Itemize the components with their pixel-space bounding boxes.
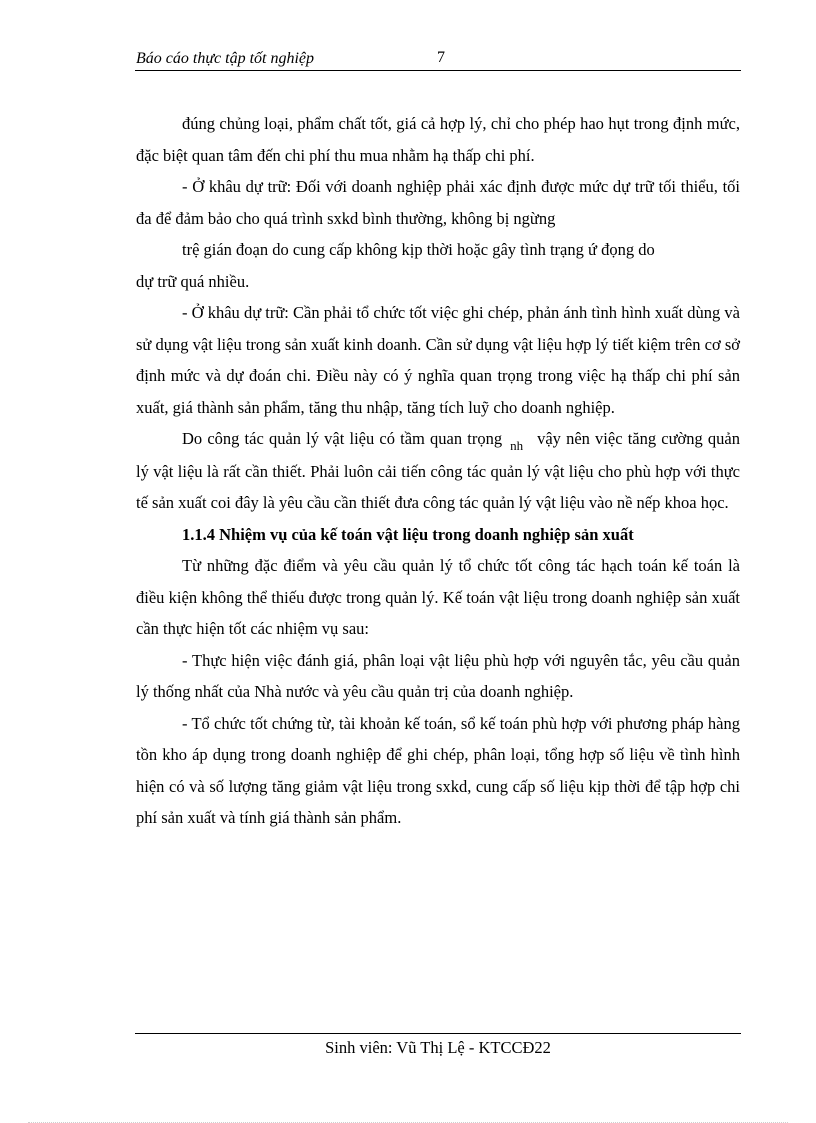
page-header [135,48,741,71]
paragraph: - Tổ chức tốt chứng từ, tài khoản kế toán, sổ kế toán phù hợp với phương pháp hàng tồn kho áp dụng trong doanh nghiệp để ghi chép, phân loại, tổng hợp số liệu về tình hình hiện có và số lượng tăng giảm vật liệu trong sxkd, cung cấp số liệu kịp thời để tập hợp chi phí sản xuất và tính giá thành sản phẩm. [136,713,740,827]
paragraph-text: vậy nên việc tăng cường quản lý vật liệu là rất cần thiết. Phải luôn cải tiến công tác quản lý vật liệu cho phù hợp với thực tế sản xuất coi đây là yêu cầu cần thiết đưa công tác quản lý vật liệu vào nề nếp khoa học. [136,429,740,512]
paragraph-text: Do công tác quản lý vật liệu có tầm quan trọng [182,429,503,448]
header-title: Báo cáo thực tập tốt nghiệp [136,50,315,67]
section-heading: 1.1.4 Nhiệm vụ của kế toán vật liệu trong doanh nghiệp sản xuất [182,524,634,544]
paragraph: - Ở khâu dự trữ: Cần phải tổ chức tốt việc ghi chép, phản ánh tình hình xuất dùng và sử dụng vật liệu trong sản xuất kinh doanh. Cần sử dụng vật liệu hợp lý tiết kiệm trên cơ sở định mức và dự đoán chi. Điều này có ý nghĩa quan trọng trong việc hạ thấp chi phí sản xuất, giá thành sản phẩm, tăng thu nhập, tăng tích luỹ cho doanh nghiệp. [136,303,740,417]
footer-divider [135,1033,741,1034]
page-number: 7 [437,49,445,66]
subscript-fragment: nh [510,438,524,453]
paragraph [136,423,740,519]
paragraph: - Ở khâu dự trữ: Đối với doanh nghiệp phải xác định được mức dự trữ tối thiểu, tối đa để đảm bảo cho quá trình sxkd bình thường, không bị ngừng [136,177,740,228]
paragraph: Từ những đặc điểm và yêu cầu quản lý tổ chức tốt công tác hạch toán kế toán là điều kiện không thể thiếu được trong quản lý. Kế toán vật liệu trong doanh nghiệp sản xuất cần thực hiện tốt các nhiệm vụ sau: [136,556,740,638]
paragraph: đúng chủng loại, phẩm chất tốt, giá cả hợp lý, chỉ cho phép hao hụt trong định mức, đặc biệt quan tâm đến chi phí thu mua nhằm hạ thấp chi phí. [136,114,740,165]
paragraph: dự trữ quá nhiều. [136,271,250,291]
paragraph: trệ gián đoạn do cung cấp không kịp thời hoặc gây tình trạng ứ đọng do [182,240,655,259]
document-body [136,108,740,834]
footer-author: Sinh viên: Vũ Thị Lệ - KTCCĐ22 [325,1038,551,1057]
paragraph: - Thực hiện việc đánh giá, phân loại vật liệu phù hợp với nguyên tắc, yêu cầu quản lý thống nhất của Nhà nước và yêu cầu quản trị của doanh nghiệp. [136,650,740,701]
